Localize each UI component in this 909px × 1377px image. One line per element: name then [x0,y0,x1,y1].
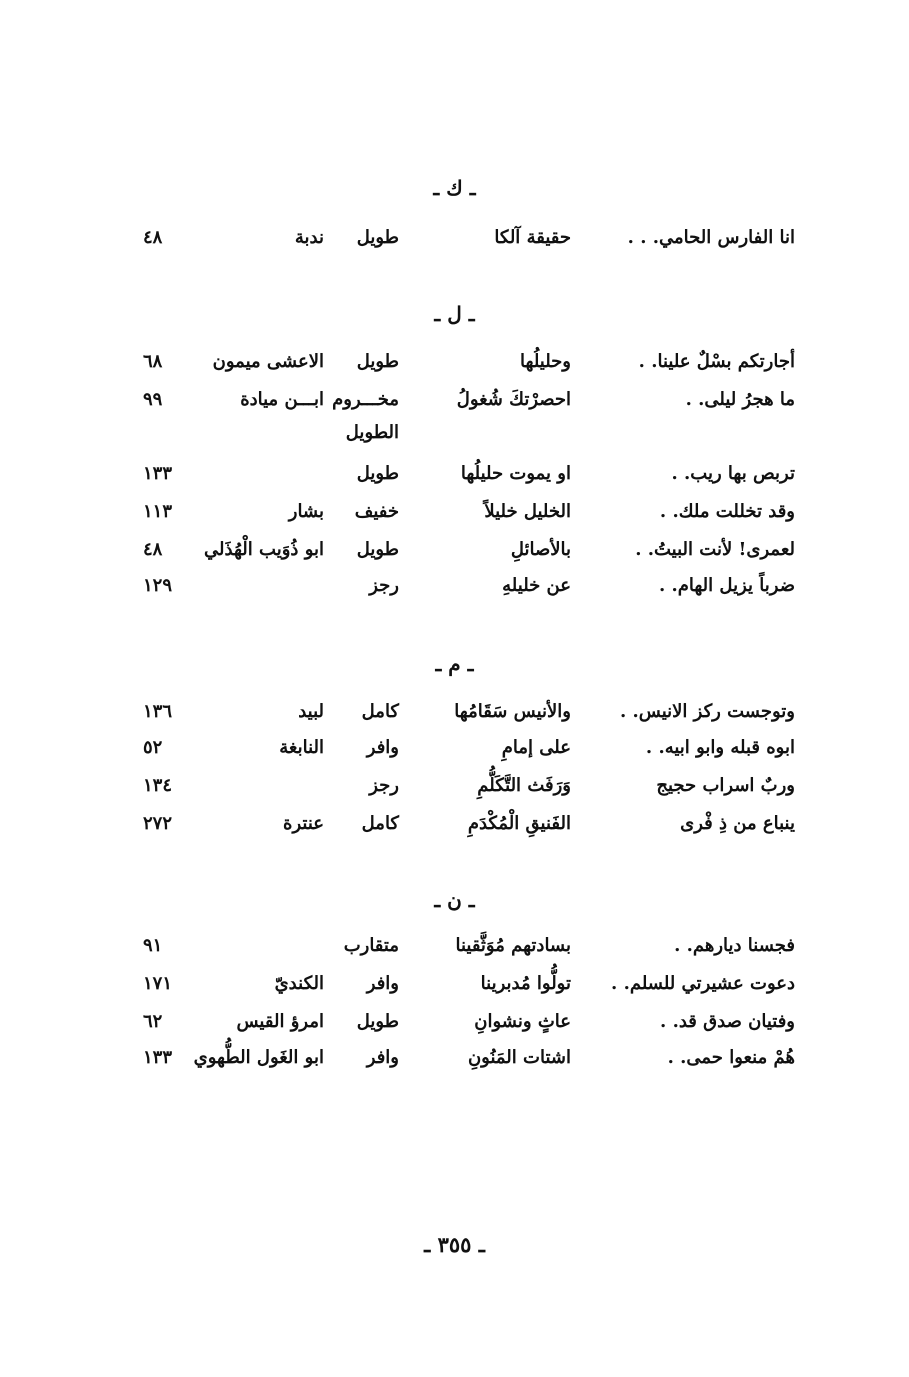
section-heading-lam: ـ ل ـ [434,302,475,326]
table-row [0,774,909,808]
verse-opening: ضرباً يزيل الهام. . [658,575,795,596]
verse-meter: طويل [356,227,399,248]
table-row [0,812,909,846]
verse-opening: انا الفارس الحامي. . . [627,227,795,248]
verse-meter: متقارب [343,935,399,956]
verse-rhyme: حقيقة آلكا [494,227,571,248]
page-number: ٩١ [143,935,163,956]
section-heading-nun: ـ ن ـ [434,888,475,912]
verse-opening: ابوه قبله وابو ابيه. . [645,737,795,758]
verse-opening: فجسنا ديارهم. . [674,935,795,956]
verse-rhyme: على إمامِ [501,737,571,758]
verse-rhyme: وحليلُها [520,351,571,372]
poet-name: ابو ذُوَيب الْهُذَلي [204,539,324,560]
page-number: ١٣٣ [143,463,173,484]
verse-rhyme: او يموت حليلُها [460,463,571,484]
verse-rhyme: بالأصائلِ [510,539,571,560]
page-number: ١٣٤ [143,775,173,796]
page-number: ٩٩ [143,389,163,410]
page-number: ٤٨ [143,227,163,248]
section-heading-kaf: ـ ك ـ [433,176,476,200]
verse-rhyme: وَرَفَث التَّكَلُّمِ [477,775,571,796]
verse-opening: لعمرى! لأنت البيتُ. . [635,539,795,560]
page-number: ١٧١ [143,973,173,994]
poet-name: لبيد [298,701,324,722]
verse-rhyme: تولُّوا مُدبرينا [480,973,571,994]
verse-meter-continuation: الطويل [345,422,399,443]
verse-rhyme: الخليل خليلاً [484,501,571,522]
poet-name: الكنديّ [274,973,324,994]
table-row [0,500,909,534]
verse-opening: وقد تخللت ملك. . [659,501,795,522]
verse-meter: طويل [356,463,399,484]
verse-meter: وافر [366,1047,399,1068]
page-number: ١٣٣ [143,1047,173,1068]
page-number: ٦٢ [143,1011,163,1032]
verse-opening: تربص بها ريب. . [671,463,795,484]
section-heading-mim: ـ م ـ [435,652,474,676]
verse-meter: كامل [361,813,399,834]
verse-rhyme: عاثٍ ونشوانِ [474,1011,571,1032]
page-number: ٥٢ [143,737,163,758]
poet-name: ندبة [294,227,324,248]
verse-opening: وتوجست ركز الانيس. . [619,701,795,722]
verse-rhyme: اشتات المَنُونِ [467,1047,571,1068]
folio-page-number: ـ ٣٥٥ ـ [424,1232,485,1257]
verse-rhyme: بسادتهم مُوَثَّقينا [455,935,571,956]
verse-meter: طويل [356,1011,399,1032]
verse-meter: وافر [366,737,399,758]
verse-opening: أجارتكم بسْلٌ علينا. . [638,351,795,372]
table-row [0,462,909,496]
table-row [0,736,909,770]
verse-opening: وفتيان صدق قد. . [660,1011,795,1032]
verse-meter: مخـــروم [332,389,399,410]
poet-name: بشار [288,501,324,522]
verse-opening: هُمْ منعوا حمى. . [667,1047,795,1068]
poet-name: الاعشى ميمون [212,351,324,372]
table-row [0,934,909,968]
verse-meter: وافر [366,973,399,994]
verse-meter: طويل [356,539,399,560]
verse-meter: طويل [356,351,399,372]
verse-opening: وربٌ اسراب حجيج [656,775,795,796]
verse-rhyme: الفَنيقِ الْمُكْدَمِ [467,813,571,834]
page-number: ٤٨ [143,539,163,560]
verse-meter: خفيف [354,501,399,522]
table-row [0,1046,909,1080]
table-row [0,574,909,608]
page-number: ٢٧٢ [143,813,173,834]
poet-name: عنترة [283,813,324,834]
table-row [0,700,909,734]
table-row [0,1010,909,1044]
poet-name: ابـــن ميادة [240,389,324,410]
verse-opening: ينباع من ذِ فْرى [680,813,795,834]
table-row [0,226,909,260]
table-row [0,388,909,422]
verse-meter: كامل [361,701,399,722]
table-row [0,350,909,384]
table-row [0,972,909,1006]
page-number: ٦٨ [143,351,163,372]
poet-name: ابو الغَول الطُّهوي [193,1047,324,1068]
table-row [0,538,909,572]
verse-rhyme: والأنيس سَقَامُها [454,701,571,722]
page-number: ١٣٦ [143,701,173,722]
verse-meter: رجز [369,575,399,596]
poet-name: امرؤ القيس [236,1011,324,1032]
verse-rhyme: عن خليلهِ [502,575,571,596]
verse-meter: رجز [369,775,399,796]
verse-opening: ما هجرُ ليلى. . [685,389,795,410]
verse-rhyme: احصرْتكَ شُغولُ [456,389,571,410]
poet-name: النابغة [279,737,324,758]
page-number: ١١٣ [143,501,173,522]
verse-opening: دعوت عشيرتي للسلم. . [611,973,795,994]
page-number: ١٢٩ [143,575,173,596]
